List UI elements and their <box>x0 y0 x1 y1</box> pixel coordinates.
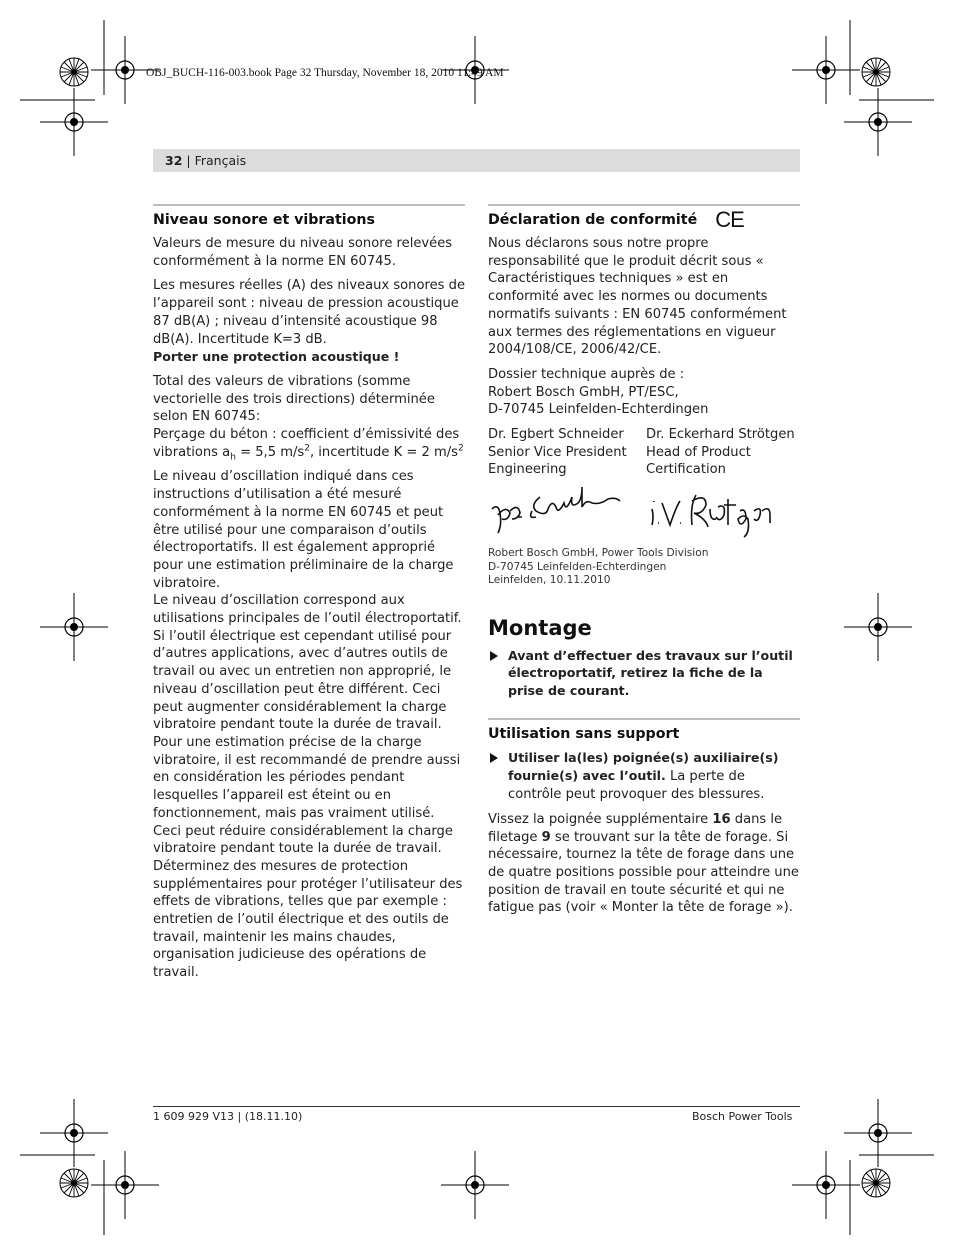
section-heading-conformity <box>488 204 800 230</box>
paragraph: Le niveau d’oscillation correspond aux utilisations principales de l’outil électroportatif. Si l’outil électrique est cependant utilisé pour d’autres applications, avec d’autres outils de travail ou avec un entretien non approprié, le niveau d’oscillation peut être différent. Ceci peut augmenter considérablement la charge vibratoire pendant toute la durée de travail. <box>153 593 462 733</box>
paragraph: Total des valeurs de vibrations (somme vectorielle des trois directions) déterminée selon EN 60745: <box>153 373 435 425</box>
signatory-title: Head of Product <box>646 444 751 460</box>
bullet-arrow-icon <box>490 753 498 763</box>
bullet-arrow-icon <box>490 651 498 661</box>
registration-cross-icon <box>91 1151 159 1219</box>
signatory-1 <box>488 426 646 479</box>
signatory-name: Dr. Eckerhard Strötgen <box>646 427 795 443</box>
footer-rule <box>153 1106 800 1107</box>
signatories <box>488 426 800 479</box>
page-header-text <box>165 153 246 168</box>
paragraph: Le niveau d’oscillation indiqué dans ces instructions d’utilisation a été mesuré conformément à la norme EN 60745 et peut être utilisé pour une comparaison d’outils électroportatifs. Il est également approprié pour une estimation préliminaire de la charge vibratoire. <box>153 469 454 591</box>
registration-star-icon <box>60 58 88 86</box>
text-run: Vissez la poignée supplémentaire <box>488 811 713 827</box>
text-run: , incertitude K = 2 m/s <box>309 444 458 460</box>
dossier-block <box>488 366 800 419</box>
left-column <box>153 204 465 982</box>
print-slug: OBJ_BUCH-116-003.book Page 32 Thursday, November 18, 2010 11:49 AM <box>146 67 504 79</box>
footer-doc-number: 1 609 929 V13 | (18.11.10) <box>153 1110 303 1123</box>
signature-2-image <box>646 487 800 539</box>
page-header <box>153 149 800 172</box>
paragraph: Nous déclarons sous notre propre responsabilité que le produit décrit sous « Caractéristiques techniques » est en conformité avec les normes ou documents normatifs suivants : EN 60745 conformément aux termes des réglementations en vigueur 2004/108/CE, 2006/42/CE. <box>488 236 787 358</box>
bullet-text: Avant d’effectuer des travaux sur l’outil électroportatif, retirez la fiche de la prise de courant. <box>508 647 793 699</box>
header-language: Français <box>194 153 247 168</box>
place-date: Leinfelden, 10.11.2010 <box>488 574 611 587</box>
ref-number: 16 <box>712 811 731 827</box>
signatory-title: Engineering <box>488 462 567 478</box>
section-heading-noise: Niveau sonore et vibrations <box>153 204 465 230</box>
registration-cross-icon <box>40 593 108 661</box>
signature-1-image <box>488 487 646 539</box>
ref-number: 9 <box>541 829 551 845</box>
dossier-line: D-70745 Leinfelden-Echterdingen <box>488 402 709 418</box>
heading-text: Déclaration de conformité <box>488 212 698 228</box>
signatory-title: Certification <box>646 462 726 478</box>
registration-star-icon <box>60 1169 88 1197</box>
bullet-text-bold: Utiliser la(les) poignée(s) auxiliaire(s) fournie(s) avec l’outil. <box>508 749 779 784</box>
company-address <box>488 547 800 588</box>
registration-cross-icon <box>844 1099 912 1167</box>
registration-star-icon <box>862 1169 890 1197</box>
paragraph: Les mesures réelles (A) des niveaux sonores de l’appareil sont : niveau de pression acoustique 87 dB(A) ; niveau d’intensité acoustique 98 dB(A). Incertitude K=3 dB. <box>153 278 465 347</box>
paragraph: Pour une estimation précise de la charge vibratoire, il est recommandé de prendre aussi en considération les périodes pendant lesquelles l’appareil est éteint ou en fonctionnement, mais pas vraiment utilisé. Ceci peut réduire considérablement la charge vibratoire pendant toute la durée de travail. <box>153 734 461 857</box>
company-street: D-70745 Leinfelden-Echterdingen <box>488 560 667 573</box>
text-run: se trouvant sur la tête de forage. Si nécessaire, tournez la tête de forage dans une de quatre positions possible pour atteindre une position de travail en toute sécurité et qui ne fatigue pas (voir « Monter la tête de forage »). <box>488 829 799 916</box>
right-column <box>488 204 800 924</box>
dossier-line: Dossier technique auprès de : <box>488 366 685 382</box>
registration-cross-icon <box>441 1151 509 1219</box>
montage-bullet <box>488 647 800 700</box>
warning-text: Porter une protection acoustique ! <box>153 349 400 365</box>
superscript: 2 <box>304 443 310 454</box>
footer-brand: Bosch Power Tools <box>692 1110 793 1123</box>
section-heading-usage: Utilisation sans support <box>488 718 800 744</box>
superscript: 2 <box>457 443 464 454</box>
registration-cross-icon <box>40 88 108 156</box>
registration-cross-icon <box>844 88 912 156</box>
text-run: = 5,5 m/s <box>235 444 305 460</box>
dossier-line: Robert Bosch GmbH, PT/ESC, <box>488 384 679 400</box>
signatory-name: Dr. Egbert Schneider <box>488 427 624 443</box>
page-number: 32 <box>165 153 183 168</box>
paragraph-handle <box>488 811 800 917</box>
signatures <box>488 487 800 539</box>
ce-mark-icon: CE <box>715 207 744 232</box>
text-run: dans le filetage <box>488 811 783 845</box>
subscript: h <box>230 452 236 463</box>
signatory-title: Senior Vice President <box>488 444 627 460</box>
paragraph: Valeurs de mesure du niveau sonore relevées conformément à la norme EN 60745. <box>153 236 453 269</box>
registration-star-icon <box>862 58 890 86</box>
paragraph: Déterminez des mesures de protection supplémentaires pour protéger l’utilisateur des effets de vibrations, telles que par exemple : entretien de l’outil électrique et des outils de travail, maintenir les mains chaudes, organisation judicieuse des opérations de travail. <box>153 858 463 981</box>
company-name: Robert Bosch GmbH, Power Tools Division <box>488 547 709 560</box>
usage-bullet <box>488 749 800 804</box>
header-separator: | <box>182 153 195 168</box>
vibration-values <box>153 426 465 461</box>
bullet-text: La perte de contrôle peut provoquer des blessures. <box>508 769 765 803</box>
signatory-2 <box>646 426 795 479</box>
text-run: Perçage du béton : coefficient d’émissivité des vibrations a <box>153 427 460 460</box>
registration-cross-icon <box>844 593 912 661</box>
registration-cross-icon <box>40 1099 108 1167</box>
montage-heading: Montage <box>488 615 592 640</box>
